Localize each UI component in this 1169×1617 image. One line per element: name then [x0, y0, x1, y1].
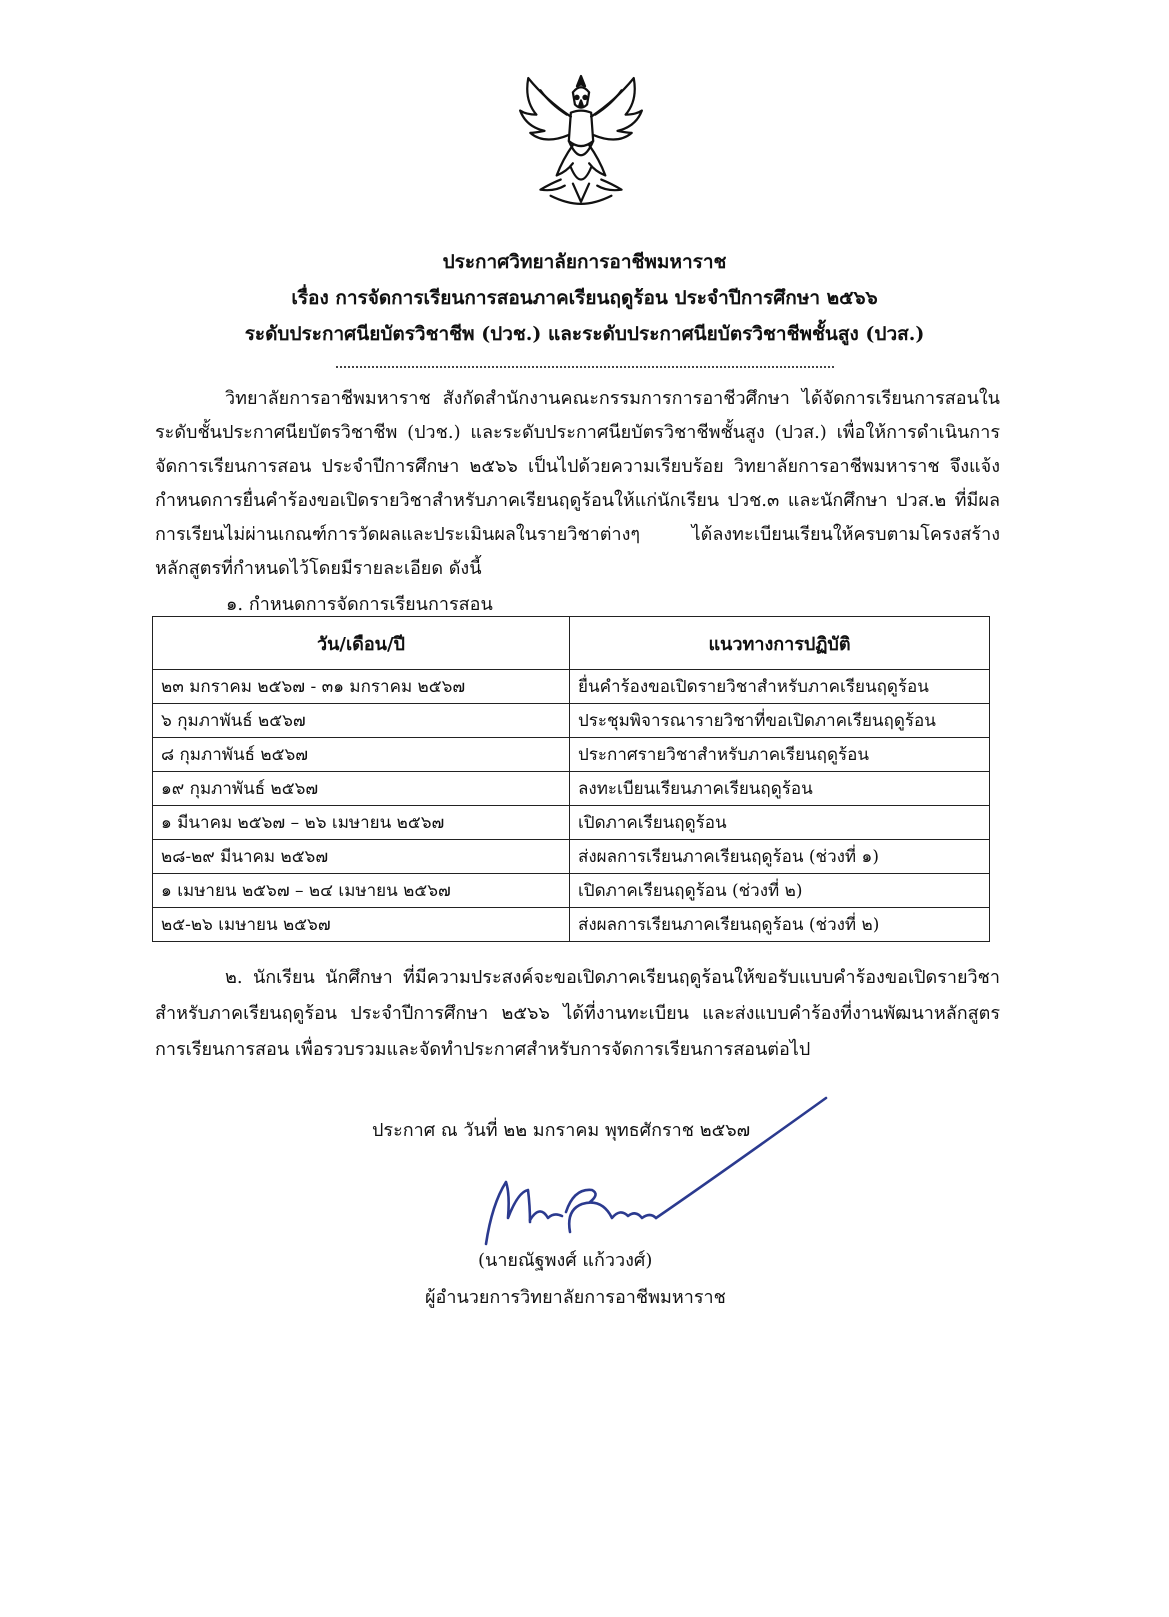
- row-action: ลงทะเบียนเรียนภาคเรียนฤดูร้อน: [570, 772, 990, 806]
- announcement-level: ระดับประกาศนียบัตรวิชาชีพ (ปวช.) และระดับประกาศนียบัตรวิชาชีพชั้นสูง (ปวส.): [244, 323, 925, 345]
- handwritten-signature-icon: [470, 1094, 830, 1254]
- row-date: ๑ มีนาคม ๒๕๖๗ – ๒๖ เมษายน ๒๕๖๗: [153, 806, 570, 840]
- row-date: ๖ กุมภาพันธ์ ๒๕๖๗: [153, 704, 570, 738]
- row-date: ๘ กุมภาพันธ์ ๒๕๖๗: [153, 738, 570, 772]
- section-2-paragraph: ๒. นักเรียน นักศึกษา ที่มีความประสงค์จะขอเปิดภาคเรียนฤดูร้อนให้ขอรับแบบคำร้องขอเปิดรายวิชาสำหรับภาคเรียนฤดูร้อน ประจำปีการศึกษา ๒๕๖๖ ได้ที่งานทะเบียน และส่งแบบคำร้องที่งานพัฒนาหลักสูตรการเรียนการสอน เพื่อรวบรวมและจัดทำประกาศสำหรับการจัดการเรียนการสอนต่อไป: [155, 967, 1000, 1060]
- row-action: ยื่นคำร้องขอเปิดรายวิชาสำหรับภาคเรียนฤดูร้อน: [570, 670, 990, 704]
- row-date: ๑๙ กุมภาพันธ์ ๒๕๖๗: [153, 772, 570, 806]
- table-row: [153, 704, 990, 738]
- row-action: เปิดภาคเรียนฤดูร้อน: [570, 806, 990, 840]
- row-action: ประชุมพิจารณารายวิชาที่ขอเปิดภาคเรียนฤดูร้อน: [570, 704, 990, 738]
- table-row: [153, 874, 990, 908]
- section-1-title: ๑. กำหนดการจัดการเรียนการสอน: [226, 594, 493, 615]
- table-row: [153, 806, 990, 840]
- row-date: ๒๘-๒๙ มีนาคม ๒๕๖๗: [153, 840, 570, 874]
- table-row: [153, 670, 990, 704]
- table-row: [153, 772, 990, 806]
- row-action: ส่งผลการเรียนภาคเรียนฤดูร้อน (ช่วงที่ ๑): [570, 840, 990, 874]
- table-row: [153, 738, 990, 772]
- table-row: [153, 908, 990, 942]
- announcement-subject: เรื่อง การจัดการเรียนการสอนภาคเรียนฤดูร้อน ประจำปีการศึกษา ๒๕๖๖: [291, 287, 878, 309]
- signer-name: (นายณัฐพงศ์ แก้ววงศ์): [478, 1250, 653, 1271]
- row-date: ๑ เมษายน ๒๕๖๗ – ๒๔ เมษายน ๒๕๖๗: [153, 874, 570, 908]
- header-action: แนวทางการปฏิบัติ: [570, 617, 990, 670]
- row-action: ประกาศรายวิชาสำหรับภาคเรียนฤดูร้อน: [570, 738, 990, 772]
- row-action: เปิดภาคเรียนฤดูร้อน (ช่วงที่ ๒): [570, 874, 990, 908]
- dotted-divider: [336, 366, 834, 368]
- table-row: [153, 840, 990, 874]
- announcement-title: ประกาศวิทยาลัยการอาชีพมหาราช: [442, 251, 727, 273]
- announcement-date: ประกาศ ณ วันที่ ๒๒ มกราคม พุทธศักราช ๒๕๖๗: [372, 1120, 751, 1141]
- header-date: วัน/เดือน/ปี: [153, 617, 570, 670]
- signer-position: ผู้อำนวยการวิทยาลัยการอาชีพมหาราช: [425, 1287, 726, 1308]
- row-date: ๒๕-๒๖ เมษายน ๒๕๖๗: [153, 908, 570, 942]
- garuda-emblem-icon: [510, 70, 652, 212]
- table-header-row: [153, 617, 990, 670]
- intro-paragraph: วิทยาลัยการอาชีพมหาราช สังกัดสำนักงานคณะกรรมการการอาชีวศึกษา ได้จัดการเรียนการสอนในระดับชั้นประกาศนียบัตรวิชาชีพ (ปวช.) และระดับประกาศนียบัตรวิชาชีพชั้นสูง (ปวส.) เพื่อให้การดำเนินการจัดการเรียนการสอน ประจำปีการศึกษา ๒๕๖๖ เป็นไปด้วยความเรียบร้อย วิทยาลัยการอาชีพมหาราช จึงแจ้งกำหนดการยื่นคำร้องขอเปิดรายวิชาสำหรับภาคเรียนฤดูร้อนให้แก่นักเรียน ปวช.๓ และนักศึกษา ปวส.๒ ที่มีผลการเรียนไม่ผ่านเกณฑ์การวัดผลและประเมินผลในรายวิชาต่างๆ ได้ลงทะเบียนเรียนให้ครบตามโครงสร้างหลักสูตรที่กำหนดไว้โดยมีรายละเอียด ดังนี้: [155, 388, 1000, 579]
- row-action: ส่งผลการเรียนภาคเรียนฤดูร้อน (ช่วงที่ ๒): [570, 908, 990, 942]
- row-date: ๒๓ มกราคม ๒๕๖๗ - ๓๑ มกราคม ๒๕๖๗: [153, 670, 570, 704]
- schedule-table: [152, 616, 990, 942]
